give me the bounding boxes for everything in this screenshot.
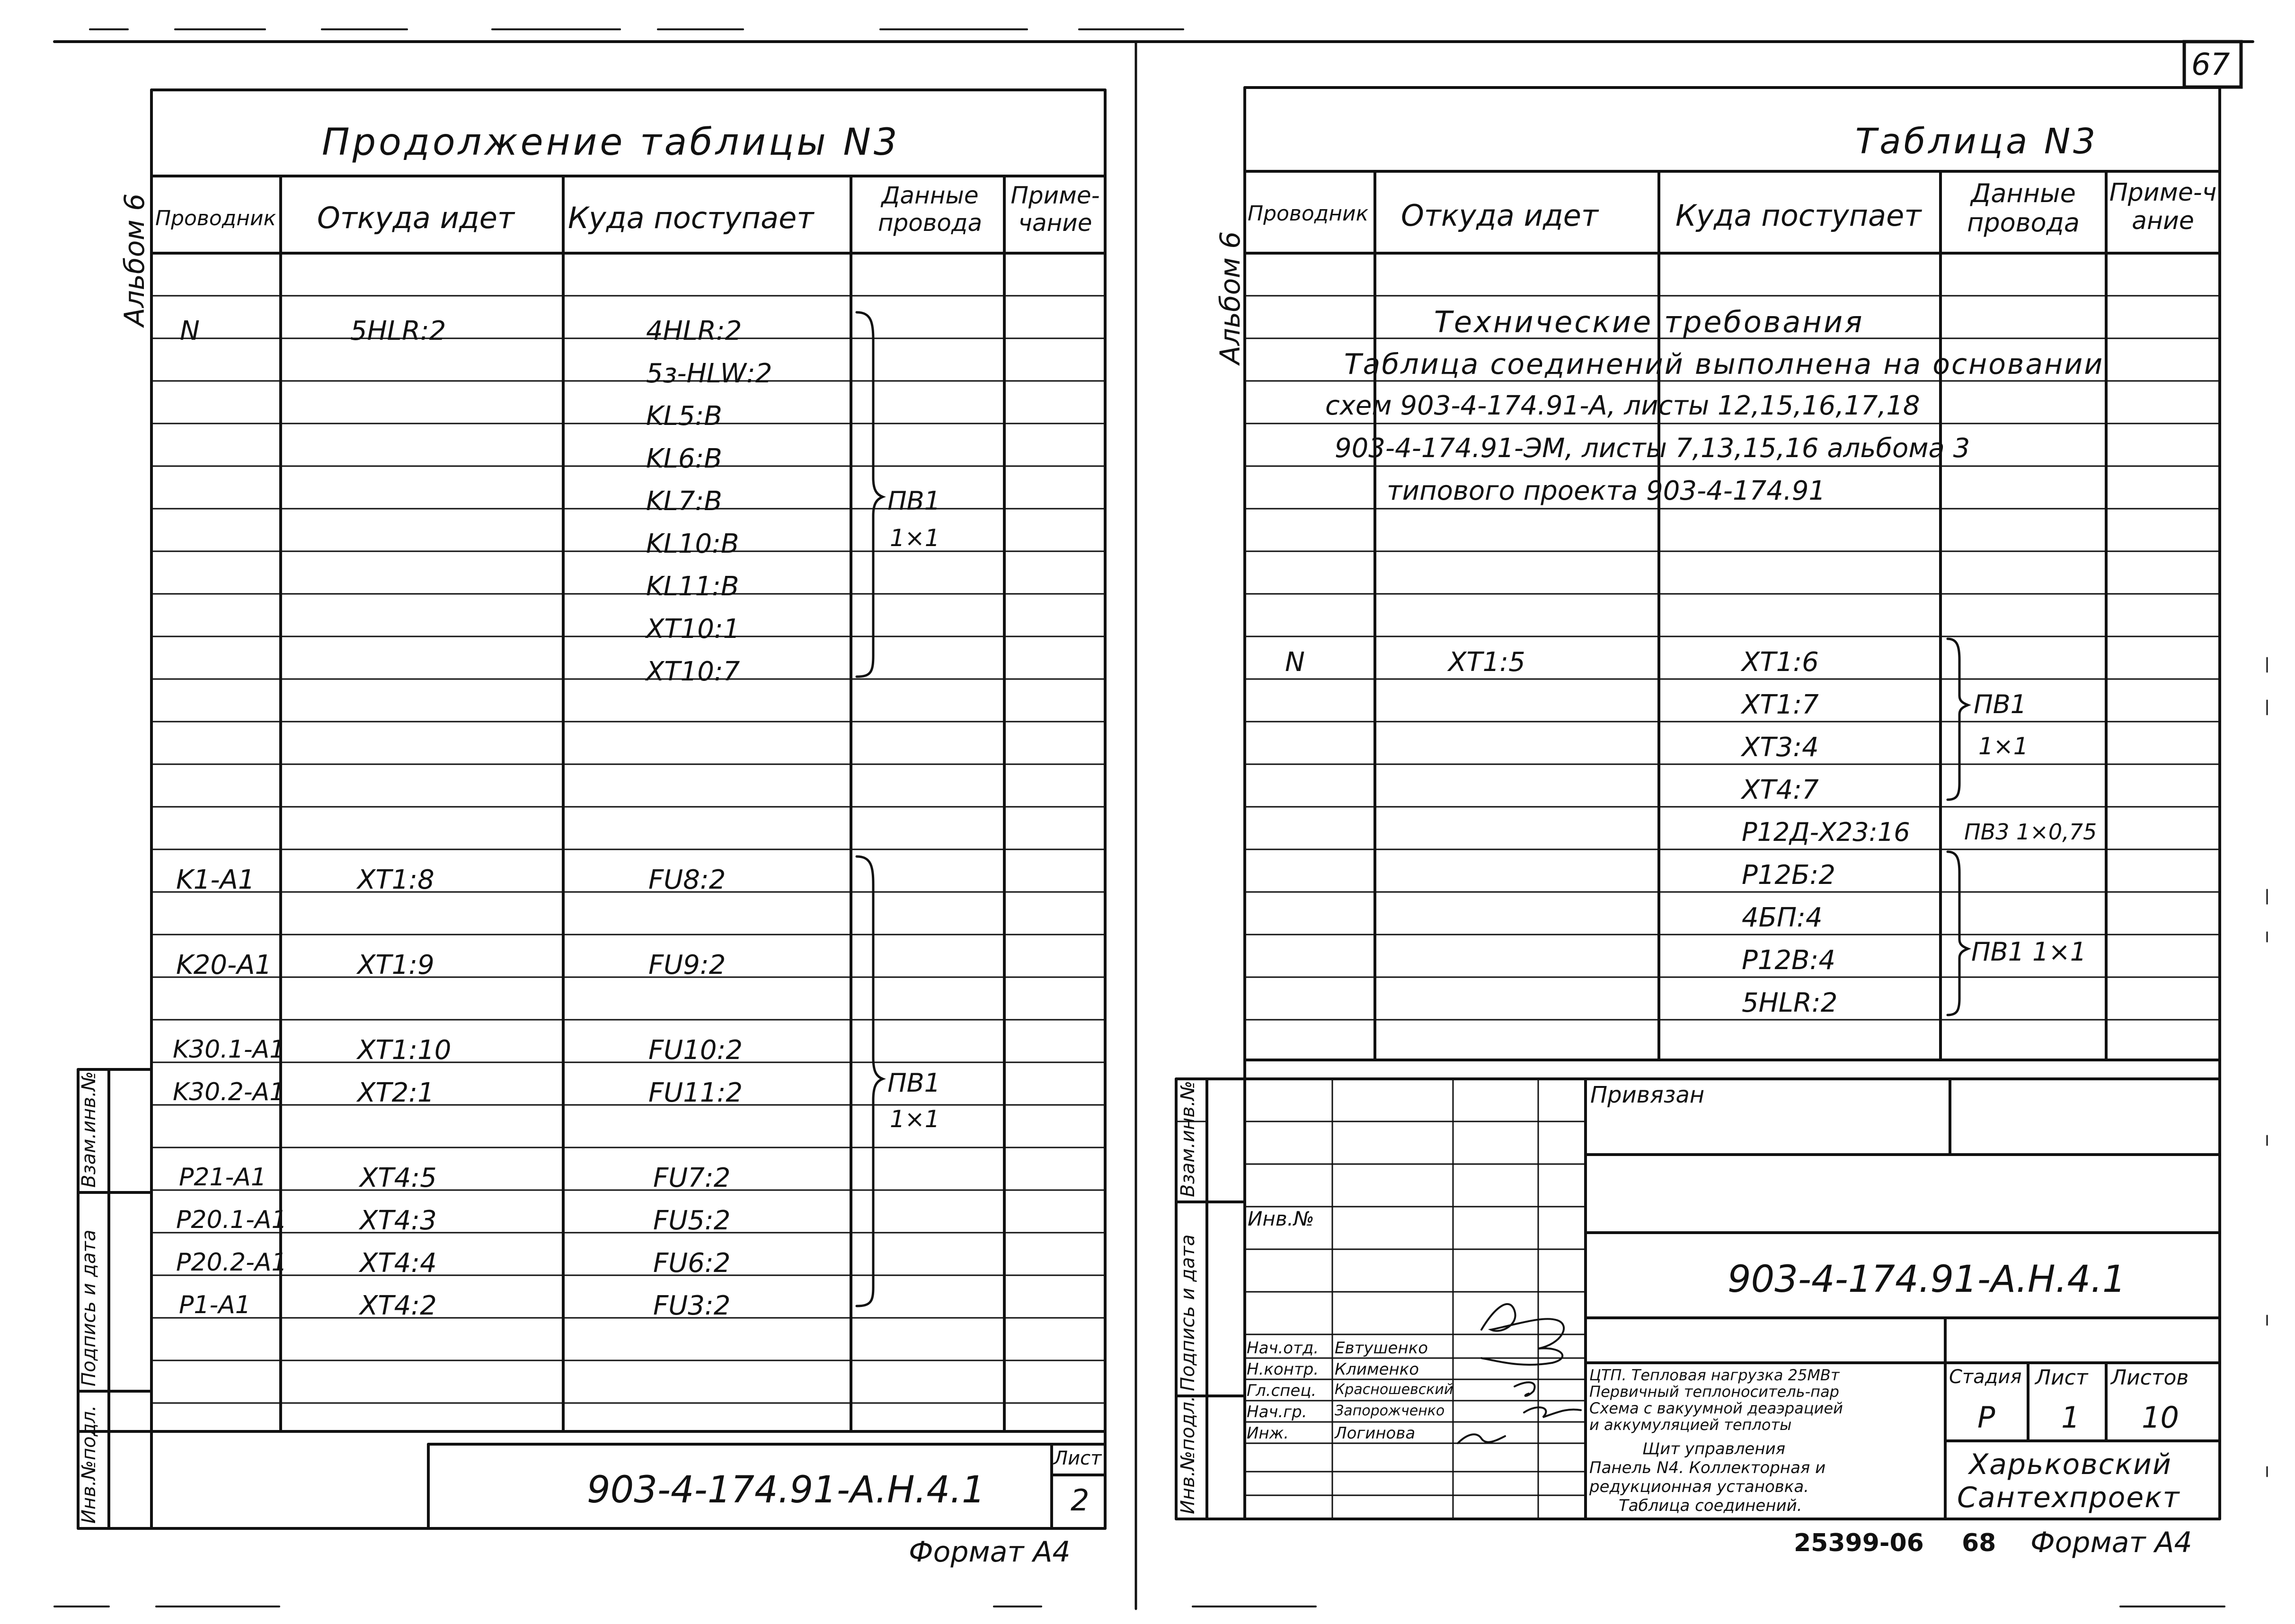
wire-data: ПВ1 1×1 (1971, 937, 2087, 967)
cell-from: 5HLR:2 (350, 316, 446, 346)
cell-to: XT3:4 (1742, 732, 1819, 763)
archive-code: 25399-06 (1794, 1529, 1924, 1557)
header-to: Куда поступает (1675, 198, 1922, 233)
stamp-label-signature: Подпись и дата (1177, 1234, 1199, 1391)
tech-line: Таблица соединений выполнена на основании (1344, 348, 2104, 381)
cell-to: FU7:2 (653, 1163, 731, 1193)
staff-name: Запорожченко (1335, 1403, 1445, 1419)
desc-line: Таблица соединений. (1619, 1496, 1802, 1515)
staff-role: Гл.спец. (1247, 1381, 1317, 1400)
format-label: Формат А4 (909, 1536, 1071, 1569)
cell-from: XT4:2 (360, 1290, 437, 1321)
header-to: Куда поступает (568, 201, 814, 235)
staff-name: Евтушенко (1335, 1339, 1428, 1358)
staff-name: Клименко (1335, 1360, 1419, 1379)
staff-role: Инж. (1247, 1424, 1289, 1443)
cell-from: XT1:10 (357, 1035, 452, 1066)
sheets-label: Листов (2111, 1366, 2189, 1390)
wire-data: ПВ1 (1974, 689, 2027, 719)
desc-line: Схема с вакуумной деаэрацией (1589, 1399, 1843, 1417)
cell-conductor: N (1285, 647, 1305, 678)
organization-name: Харьковский (1969, 1448, 2172, 1481)
header-note: Приме-чание (2109, 178, 2217, 235)
sheet-label: Лист (2035, 1366, 2088, 1390)
cell-conductor: K1-A1 (176, 865, 255, 895)
cell-from: XT1:9 (357, 950, 434, 980)
desc-line: Щит управления (1642, 1439, 1786, 1458)
cell-from: XT4:3 (360, 1205, 437, 1236)
wire-data: ПВ3 1×0,75 (1964, 819, 2097, 845)
cell-from: XT1:5 (1448, 647, 1525, 678)
stage-value: Р (1977, 1400, 1995, 1435)
staff-role: Н.контр. (1247, 1360, 1319, 1379)
cell-to: 5з-HLW:2 (646, 358, 772, 389)
stamp-label-signature: Подпись и дата (78, 1229, 100, 1386)
inv-number-label: Инв.№ (1248, 1207, 1314, 1230)
cell-to: FU3:2 (653, 1290, 731, 1321)
desc-line: Панель N4. Коллекторная и (1589, 1458, 1826, 1477)
cell-to: 4HLR:2 (646, 316, 742, 346)
document-code: 903-4-174.91-А.Н.4.1 (587, 1469, 985, 1511)
cell-to: KL7:B (646, 486, 722, 517)
wire-data: 1×1 (1978, 733, 2029, 760)
cell-from: XT1:8 (357, 865, 434, 895)
organization-name: Сантехпроект (1957, 1481, 2180, 1514)
cell-to: XT10:1 (646, 614, 740, 644)
stamp-label-inv-podl: Инв.№подл. (78, 1405, 100, 1524)
cell-to: XT4:7 (1742, 775, 1819, 805)
tech-line: 903-4-174.91-ЭМ, листы 7,13,15,16 альбома 3 (1335, 433, 1970, 464)
stamp-label-inv-podl: Инв.№подл. (1177, 1395, 1199, 1514)
wire-data: ПВ1 (887, 1068, 941, 1098)
sheet-number: 2 (1071, 1483, 1090, 1518)
cell-to: FU8:2 (648, 865, 726, 895)
cell-conductor: P20.1-A1 (176, 1206, 287, 1234)
cell-from: XT4:4 (360, 1248, 437, 1279)
cell-conductor: K30.1-A1 (173, 1035, 285, 1064)
desc-line: редукционная установка. (1589, 1477, 1809, 1496)
cell-to: FU10:2 (648, 1035, 743, 1066)
cell-to: FU11:2 (648, 1077, 743, 1108)
cell-to: KL11:B (646, 571, 739, 602)
staff-name: Красношевский (1335, 1381, 1453, 1398)
tech-line: схем 903-4-174.91-А, листы 12,15,16,17,18 (1325, 390, 1920, 421)
cell-to: FU9:2 (648, 950, 726, 980)
cell-to: KL5:B (646, 401, 722, 432)
header-from: Откуда идет (1401, 198, 1599, 233)
header-from: Откуда идет (317, 201, 515, 235)
tech-title: Технические требования (1434, 305, 1864, 339)
cell-to: 4БП:4 (1742, 902, 1823, 933)
wire-data: ПВ1 (887, 486, 941, 516)
staff-role: Нач.отд. (1247, 1339, 1319, 1358)
stage-label: Стадия (1949, 1366, 2022, 1388)
cell-conductor: P20.2-A1 (176, 1248, 287, 1277)
sheet-label: Лист (1054, 1447, 1102, 1469)
sheets-value: 10 (2142, 1400, 2179, 1435)
privyazan-label: Привязан (1590, 1082, 1705, 1108)
cell-to: P12В:4 (1742, 945, 1835, 976)
table-title: Таблица N3 (1855, 121, 2099, 162)
cell-to: KL6:B (646, 443, 722, 474)
desc-line: ЦТП. Тепловая нагрузка 25МВт (1589, 1366, 1840, 1384)
cell-to: 5HLR:2 (1742, 988, 1838, 1018)
cell-to: KL10:B (646, 529, 739, 559)
side-label: Альбом 6 (118, 193, 151, 327)
header-wire-data: Данные провода (1967, 178, 2080, 238)
cell-conductor: K30.2-A1 (173, 1078, 285, 1106)
header-wire-data: Данные провода (877, 182, 983, 237)
wire-data: 1×1 (890, 524, 940, 552)
wire-data: 1×1 (890, 1105, 940, 1133)
header-note: Приме-чание (1010, 182, 1100, 237)
cell-conductor: P1-A1 (179, 1291, 251, 1319)
header-conductor: Проводник (1248, 202, 1369, 226)
table-title: Продолжение таблицы N3 (322, 121, 900, 164)
cell-to: XT1:6 (1742, 647, 1819, 678)
cell-to: FU6:2 (653, 1248, 731, 1279)
staff-role: Нач.гр. (1247, 1403, 1307, 1421)
cell-to: XT10:7 (646, 656, 740, 687)
archive-page: 68 (1962, 1529, 1996, 1557)
desc-line: и аккумуляцией теплоты (1589, 1416, 1792, 1434)
stamp-label-vzam: Взам.инв.№ (1177, 1080, 1199, 1197)
header-conductor: Проводник (155, 206, 276, 230)
page-number: 67 (2191, 47, 2230, 82)
cell-from: XT2:1 (357, 1077, 434, 1108)
cell-to: P12Б:2 (1742, 860, 1835, 891)
cell-to: P12Д-X23:16 (1742, 817, 1910, 847)
desc-line: Первичный теплоноситель-пар (1589, 1383, 1839, 1401)
document-code: 903-4-174.91-А.Н.4.1 (1728, 1258, 2126, 1301)
tech-line: типового проекта 903-4-174.91 (1387, 476, 1825, 506)
cell-to: FU5:2 (653, 1205, 731, 1236)
staff-name: Логинова (1335, 1424, 1416, 1443)
cell-from: XT4:5 (360, 1163, 437, 1193)
side-label: Альбом 6 (1214, 231, 1246, 364)
cell-conductor: N (180, 316, 200, 346)
cell-conductor: K20-A1 (176, 950, 272, 980)
cell-conductor: P21-A1 (179, 1163, 266, 1192)
stamp-label-vzam: Взам.инв.№ (78, 1071, 100, 1188)
format-label: Формат А4 (2030, 1526, 2192, 1559)
sheet-value: 1 (2061, 1400, 2080, 1435)
cell-to: XT1:7 (1742, 689, 1819, 720)
